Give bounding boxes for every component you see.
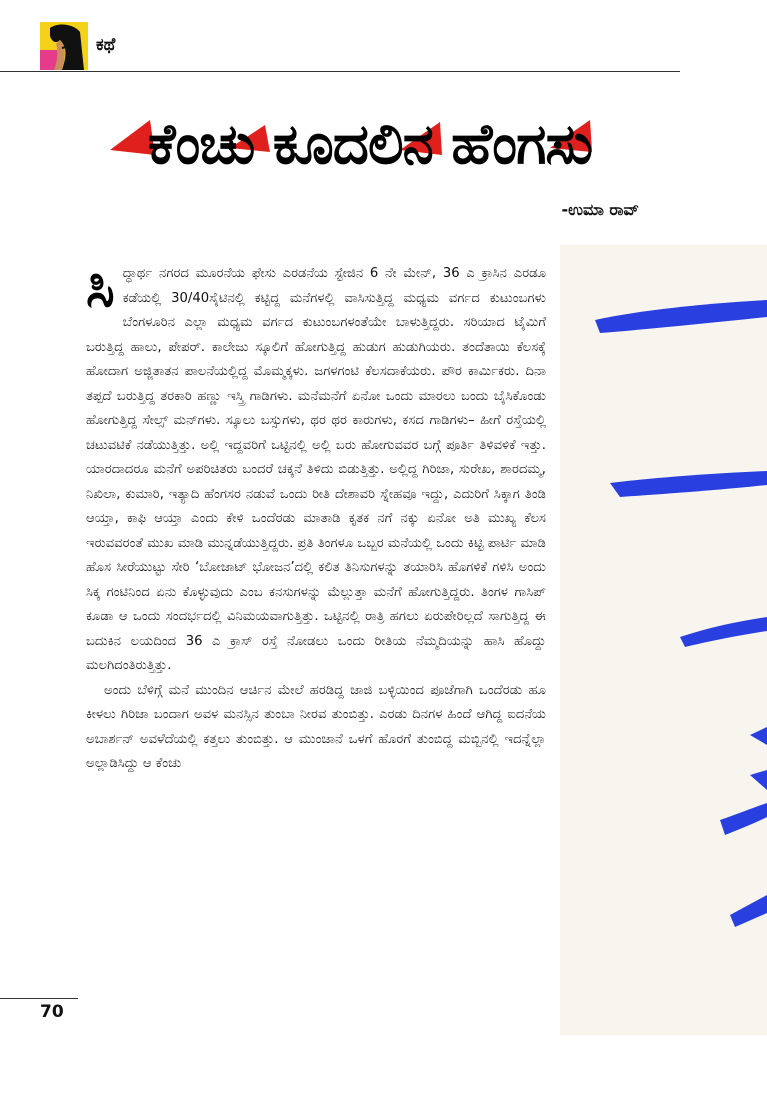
brush-stroke-decoration <box>560 245 767 1035</box>
article-body <box>86 256 546 777</box>
drop-cap: ಸಿ <box>86 256 115 319</box>
article-paragraph: ಅಂದು ಬೆಳಿಗ್ಗೆ ಮನೆ ಮುಂದಿನ ಆರ್ಚಿನ ಮೇಲೆ ಹರಡಿದ್ದ ಜಾಜಿ ಬಳ್ಳಿಯಿಂದ ಪೂಜೆಗಾಗಿ ಒಂದೆರಡು ಹೂ ಕೀಳಲು ಗಿರಿಜಾ ಬಂದಾಗ ಅವಳ ಮನಸ್ಸಿನ ತುಂಬಾ ನೀರವ ತುಂಬಿತ್ತು. ಎರಡು ದಿನಗಳ ಹಿಂದೆ ಆಗಿದ್ದ ಐದನೆಯ ಅಬಾರ್ಶನ್ ಅವಳೆದೆಯಲ್ಲಿ ಕತ್ತಲು ತುಂಬಿತ್ತು. ಆ ಮುಂಜಾನೆ ಒಳಗೆ ಹೊರಗೆ ತುಂಬಿದ್ದ ಮಬ್ಬಿನಲ್ಲಿ ಇದನ್ನೆಲ್ಲಾ ಅಲ್ಲಾಡಿಸಿದ್ದು ಆ ಕೆಂಚು <box>86 682 546 771</box>
story-title: ಕೆಂಚು ಕೂದಲಿನ ಹೆಂಗಸು <box>148 112 592 177</box>
footer-rule <box>0 998 78 999</box>
page-number: 70 <box>40 1002 64 1022</box>
story-title-block <box>80 100 660 190</box>
section-logo-icon <box>40 22 88 70</box>
author-byline: -ಉಮಾ ರಾವ್ <box>561 200 639 219</box>
paragraph-text: ದ್ಧಾರ್ಥ ನಗರದ ಮೂರನೆಯ ಫೇಸು ಎರಡನೆಯ ಸ್ಟೇಜಿನ 6 ನೇ ಮೇನ್, 36 ಎ ಕ್ರಾಸಿನ ಎರಡೂ ಕಡೆಯಲ್ಲಿ 30/40ಸೈಟಿನಲ್ಲಿ ಕಟ್ಟಿದ್ದ ಮನೆಗಳಲ್ಲಿ ವಾಸಿಸುತ್ತಿದ್ದ ಮಧ್ಯಮ ವರ್ಗದ ಕುಟುಂಬಗಳು ಬೆಂಗಳೂರಿನ ಎಲ್ಲಾ ಮಧ್ಯಮ ವರ್ಗದ ಕುಟುಂಬಗಳಂತೆಯೇ ಬಾಳುತ್ತಿದ್ದರು. ಸರಿಯಾದ ಟೈಮಿಗೆ ಬರುತ್ತಿದ್ದ ಹಾಲು, ಪೇಪರ್. ಕಾಲೇಜು ಸ್ಕೂಲಿಗೆ ಹೋಗುತ್ತಿದ್ದ ಹುಡುಗ ಹುಡುಗಿಯರು. ತಂದೆತಾಯಿ ಕೆಲಸಕ್ಕೆ ಹೋದಾಗ ಅಜ್ಜಿತಾತನ ಪಾಲನೆಯಲ್ಲಿದ್ದ ಮೊಮ್ಮಕ್ಕಳು. ಜಗಳಗಂಟಿ ಕೆಲಸದಾಕೆಯರು. ಪೌರ ಕಾರ್ಮಿಕರು. ದಿನಾ ತಪ್ಪದೆ ಬರುತ್ತಿದ್ದ ತರಕಾರಿ ಹಣ್ಣು ಇಸ್ತ್ರಿ ಗಾಡಿಗಳು. ಮನೆಮನೆಗೆ ಏನೋ ಒಂದು ಮಾರಲು ಬಂದು ಬೈಸಿಕೊಂಡು ಹೋಗುತ್ತಿದ್ದ ಸೇಲ್ಸ್ ಮನ್‌ಗಳು. ಸ್ಕೂಲು ಬಸ್ಸುಗಳು, ಥರ ಥರ ಕಾರುಗಳು, ಕಸದ ಗಾಡಿಗಳು– ಹೀಗೆ ರಸ್ತೆಯಲ್ಲಿ ಚಟುವಟಿಕೆ ನಡೆಯುತ್ತಿತ್ತು. ಅಲ್ಲಿ ಇದ್ದವರಿಗೆ ಒಟ್ಟಿನಲ್ಲಿ ಅಲ್ಲಿ ಬರು ಹೋಗುವವರ ಬಗ್ಗೆ ಪೂರ್ತಿ ತಿಳಿವಳಿಕೆ ಇತ್ತು. ಯಾರದಾದರೂ ಮನೆಗೆ ಅಪರಿಚಿತರು ಬಂದರೆ ಚಕ್ಕನೆ ತಿಳಿದು ಬಿಡುತ್ತಿತ್ತು. ಅಲ್ಲಿದ್ದ ಗಿರಿಜಾ, ಸುರೇಖ, ಶಾರದಮ್ಮ, ನಿಖಿಲಾ, ಕುಮಾರಿ, ಇತ್ಯಾದಿ ಹೆಂಗಸರ ನಡುವೆ ಒಂದು ರೀತಿ ದೇಶಾವರಿ ಸ್ನೇಹವೂ ಇದ್ದು, ಎದುರಿಗೆ ಸಿಕ್ಕಾಗ ತಿಂಡಿ ಆಯ್ತಾ, ಕಾಫಿ ಆಯ್ತಾ ಎಂದು ಕೇಳಿ ಒಂದೆರಡು ಮಾತಾಡಿ ಕೃತಕ ನಗೆ ನಕ್ಕು ಏನೋ ಅತಿ ಮುಖ್ಯ ಕೆಲಸ ಇರುವವರಂತೆ ಮುಖ ಮಾಡಿ ಮುನ್ನಡೆಯುತ್ತಿದ್ದರು. ಪ್ರತಿ ತಿಂಗಳೂ ಒಬ್ಬರ ಮನೆಯಲ್ಲಿ ಒಂದು ಕಿಟ್ಟಿ ಪಾರ್ಟಿ ಮಾಡಿ ಹೊಸ ಸೀರೆಯುಟ್ಟು ಸೇರಿ ‘ಬೋಜಾಟ್ ಭೋಜನ’ದಲ್ಲಿ ಕಲಿತ ತಿನಿಸುಗಳನ್ನು ತಯಾರಿಸಿ ಹೊಗಳಿಕೆ ಗಳಿಸಿ ಅಂದು ಸಿಕ್ಕ ಗಂಟಿನಿಂದ ಏನು ಕೊಳ್ಳುವುದು ಎಂಬ ಕನಸುಗಳನ್ನು ಮೆಲ್ಲುತ್ತಾ ಮನೆಗೆ ಹೋಗುತ್ತಿದ್ದರು. ತಿಂಗಳ ಗಾಸಿಪ್ ಕೂಡಾ ಆ ಒಂದು ಸಂದರ್ಭದಲ್ಲಿ ವಿನಿಮಯವಾಗುತ್ತಿತ್ತು. ಒಟ್ಟಿನಲ್ಲಿ ರಾತ್ರಿ ಹಗಲು ಏರುಪೇರಿಲ್ಲದೆ ಸಾಗುತ್ತಿದ್ದ ಈ ಬದುಕಿನ ಲಯದಿಂದ 36 ಎ ಕ್ರಾಸ್ ರಸ್ತೆ ನೋಡಲು ಒಂದು ರೀತಿಯ ನೆಮ್ಮದಿಯನ್ನು ಹಾಸಿ ಹೊದ್ದು ಮಲಗಿದಂತಿರುತ್ತಿತ್ತು. <box>86 266 546 673</box>
header-rule <box>0 71 680 72</box>
article-paragraph <box>86 256 546 679</box>
section-label: ಕಥೆ <box>96 35 116 55</box>
